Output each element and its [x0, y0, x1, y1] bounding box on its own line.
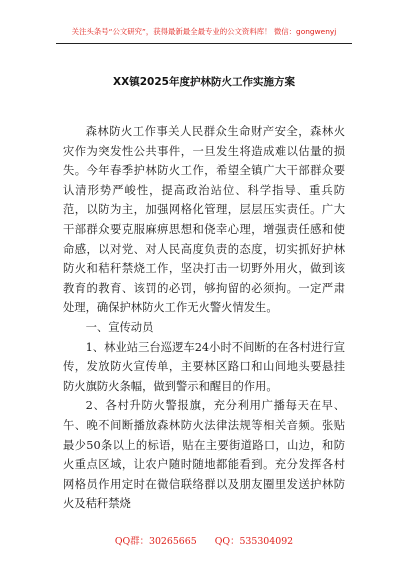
section-heading: 一、宣传动员: [85, 320, 154, 334]
footer-qq-number: QQ：535304092: [214, 536, 294, 547]
intro-paragraph: 森林防火工作事关人民群众生命财产安全，森林火灾作为突发性公共事件，一旦发生将造成难以估量的损失。今年春季护林防火工作，希望全镇广大干部群众要认清形势严峻性，提高政治站位、科学指导、重兵防范，以防为主，加强网格化管理，层层压实责任。广大干部群众要克服麻痹思想和侥幸心理，增强责任感和使命感，以对党、对人民高度负责的态度，切实抓好护林防火和秸秆禁烧工作，坚决打击一切野外用火，做到该教育的教育、该罚的必罚，够拘留的必须拘。一定严肃处理，确保护林防火工作无火警火情发生。: [63, 125, 345, 315]
body-paragraph: 2、各村升防火警报旗，充分利用广播每天在早、午、晚不间断播放森林防火法律法规等相关音频。张贴最少50条以上的标语，贴在主要街道路口，山边，和防火重点区域，让农户随时随地都能看到。充分发挥各村网格员作用定时在微信联络群以及朋友圈里发送护林防火及秸秆禁烧: [63, 399, 345, 511]
footer-contact: [0, 533, 408, 547]
document-title: XX镇2025年度护林防火工作实施方案: [113, 76, 295, 88]
header-divider: [56, 43, 352, 44]
header-banner: 关注头条号“公文研究”，获得最新最全最专业的公文资料库！ 微信：gongwenyj: [71, 27, 337, 36]
body-paragraph: 1、林业站三台巡逻车24小时不间断的在各村进行宣传，发放防火宣传单，主要林区路口和山间地头要悬挂防火旗防火条幅，做到警示和醒目的作用。: [63, 340, 345, 393]
footer-qq-group: QQ群：30265665: [114, 536, 197, 547]
document-body: [63, 122, 345, 514]
